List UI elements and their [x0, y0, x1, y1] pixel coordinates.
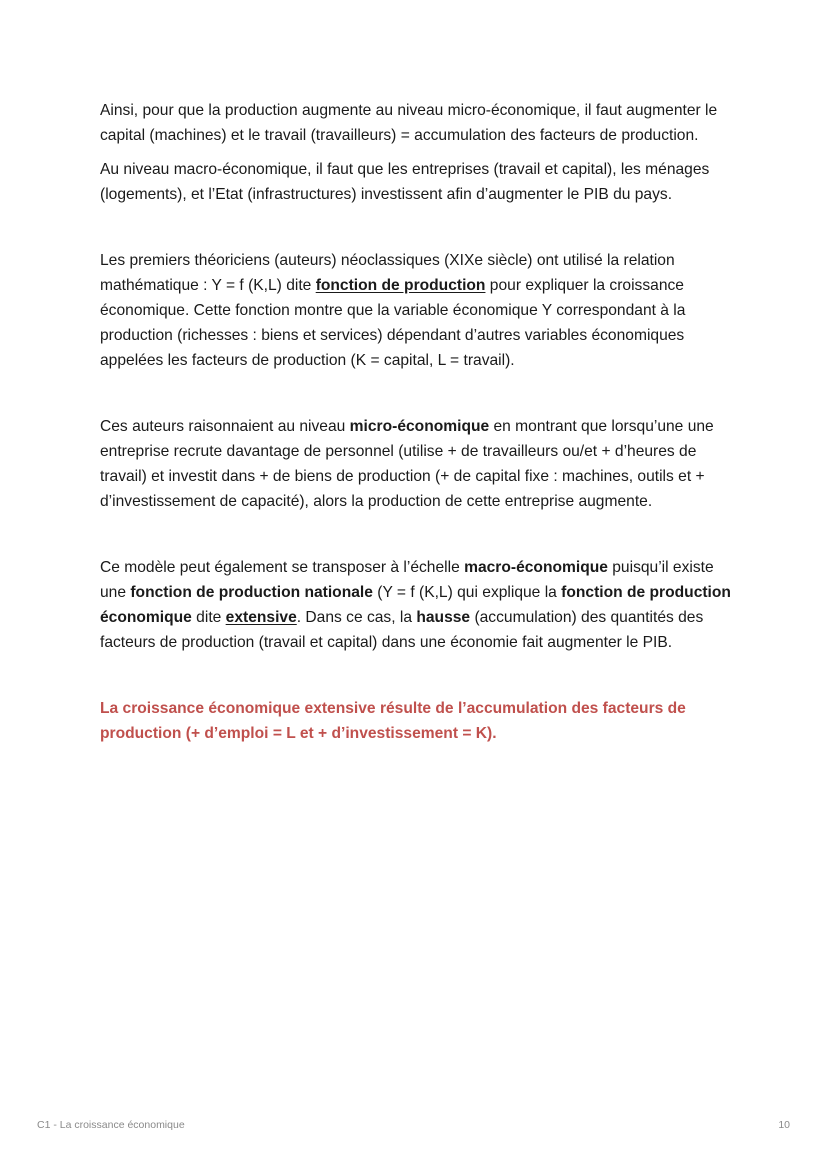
p5-text-c: puisqu’il existe une — [100, 559, 714, 601]
p5-text-a: Ce modèle peut également se transposer à l’échelle — [100, 559, 465, 576]
p4-text-c: en montrant que lorsqu’une une entreprise recrute davantage de personnel (utilise + de travailleurs ou/et + d’heures de travail) et investit dans + de biens de production (+ de capital fixe : machines, outils et + d’investissement de capacité), alors la production de cette entreprise augmente. — [100, 418, 714, 510]
paragraph-3 — [100, 248, 732, 373]
page-number: 10 — [778, 1119, 790, 1131]
p5-term-fonction-economique: fonction de production économique — [100, 584, 731, 626]
p5-term-fonction-nationale: fonction de production nationale — [130, 584, 373, 601]
document-body — [100, 98, 732, 746]
paragraph-4 — [100, 414, 732, 514]
footer-title: C1 - La croissance économique — [37, 1119, 185, 1131]
p5-text-e: (Y = f (K,L) qui explique la — [372, 584, 562, 601]
p5-text-g: dite — [191, 609, 226, 626]
p3-text-a: Les premiers théoriciens (auteurs) néoclassiques (XIXe siècle) ont utilisé la relation mathématique : Y = f (K,L) dite — [100, 252, 675, 294]
p3-text-c: pour expliquer la croissance économique. Cette fonction montre que la variable économique Y correspondant à la production (richesses : biens et services) dépendant d’autres variables économiques appelées les facteurs de production (K = capital, L = travail). — [100, 277, 686, 369]
p5-term-hausse: hausse — [416, 609, 471, 626]
conclusion-highlight: La croissance économique extensive résulte de l’accumulation des facteurs de production (+ d’emploi = L et + d’investissement = K). — [100, 700, 686, 742]
p3-term-fonction-de-production: fonction de production — [315, 277, 486, 294]
p5-text-i: . Dans ce cas, la — [296, 609, 417, 626]
p5-text-k: (accumulation) des quantités des facteurs de production (travail et capital) dans une économie fait augmenter le PIB. — [100, 609, 704, 651]
paragraph-5 — [100, 555, 732, 655]
p4-text-a: Ces auteurs raisonnaient au niveau — [100, 418, 350, 435]
paragraph-2: Au niveau macro-économique, il faut que les entreprises (travail et capital), les ménages (logements), et l’Etat (infrastructures) investissent afin d’augmenter le PIB du pays. — [100, 161, 710, 203]
p5-term-extensive: extensive — [225, 609, 297, 626]
p4-term-micro-economique: micro-économique — [349, 418, 490, 435]
paragraph-1: Ainsi, pour que la production augmente au niveau micro-économique, il faut augmenter le capital (machines) et le travail (travailleurs) = accumulation des facteurs de production. — [100, 102, 718, 144]
p5-term-macro-economique: macro-économique — [464, 559, 608, 576]
